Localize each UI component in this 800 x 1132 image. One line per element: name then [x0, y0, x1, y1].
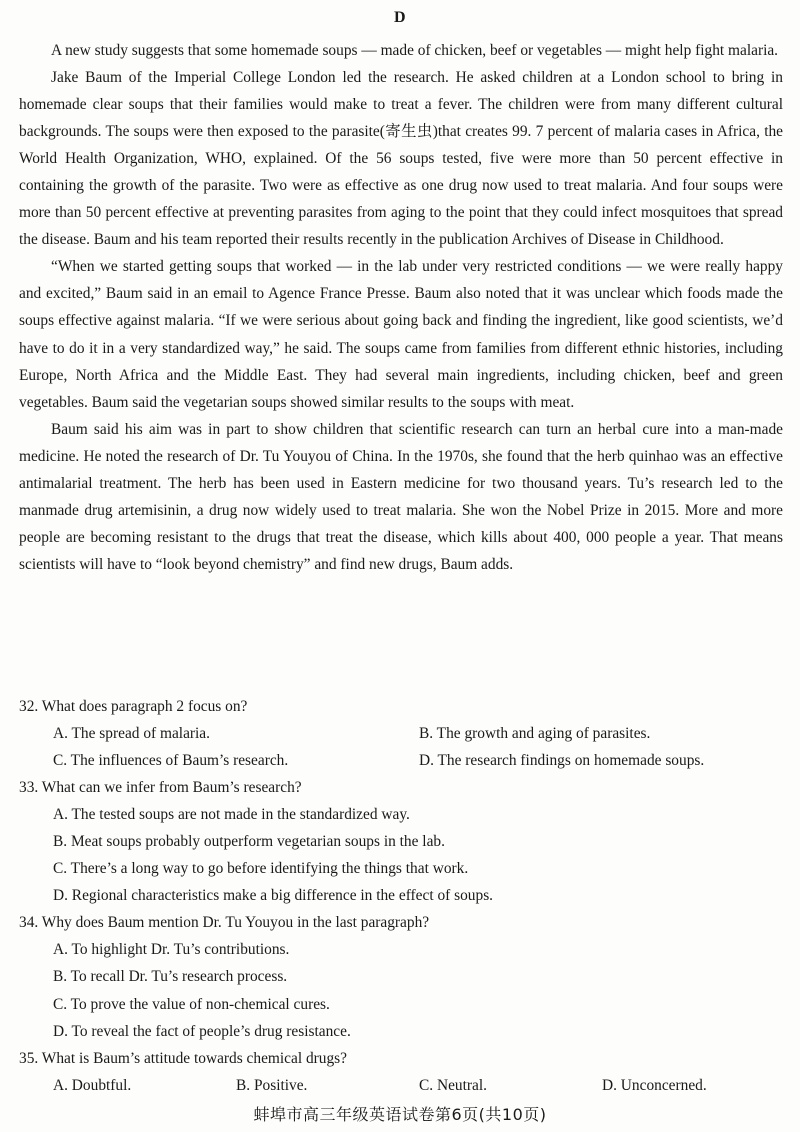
question-35: [19, 1045, 783, 1099]
option-d[interactable]: D. Unconcerned.: [602, 1076, 707, 1094]
option-c[interactable]: C. To prove the value of non-chemical cures.: [53, 995, 330, 1013]
option-row: [19, 1072, 783, 1099]
passage-label: D: [393, 9, 407, 26]
question-34: [19, 909, 783, 1044]
passage-paragraph: “When we started getting soups that worked — in the lab under very restricted conditions — we were really happy and excited,” Baum said in an email to Agence France Presse. Baum also noted that it was unclear which foods made the soups effective against malaria. “If we were serious about going back and finding the ingredient, like good scientists, we’d have to do it in a very standardized way,” he said. The soups came from families from different ethnic histories, including Europe, North Africa and the Middle East. They had several main ingredients, including chicken, beef and green vegetables. Baum said the vegetarian soups showed similar results to the soups with meat.: [19, 258, 783, 411]
option-c[interactable]: C. Neutral.: [419, 1076, 487, 1094]
question-list: [19, 693, 783, 1099]
option-a[interactable]: A. Doubtful.: [53, 1076, 132, 1094]
option-row: [19, 720, 783, 747]
option-c[interactable]: C. The influences of Baum’s research.: [53, 752, 289, 770]
option-b[interactable]: B. To recall Dr. Tu’s research process.: [53, 968, 288, 986]
question-32: [19, 693, 783, 774]
option-d[interactable]: D. The research findings on homemade soups.: [419, 752, 705, 770]
passage-paragraph: Baum said his aim was in part to show children that scientific research can turn an herbal cure into a man-made medicine. He noted the research of Dr. Tu Youyou of China. In the 1970s, she found that the herb quinhao was an effective antimalarial treatment. The herb has been used in Eastern medicine for two thousand years. Tu’s research led to the manmade drug artemisinin, a drug now widely used to treat malaria. She won the Nobel Prize in 2015. More and more people are becoming resistant to the drugs that treat the disease, which kills about 400, 000 people a year. That means scientists will have to “look beyond chemistry” and find new drugs, Baum adds.: [19, 420, 783, 573]
option-d[interactable]: D. To reveal the fact of people’s drug resistance.: [53, 1022, 351, 1040]
question-stem: 33. What can we infer from Baum’s research?: [19, 779, 302, 797]
option-c[interactable]: C. There’s a long way to go before identifying the things that work.: [53, 860, 469, 878]
option-a[interactable]: A. To highlight Dr. Tu’s contributions.: [53, 941, 290, 959]
question-stem: 35. What is Baum’s attitude towards chemical drugs?: [19, 1049, 347, 1067]
question-stem: 32. What does paragraph 2 focus on?: [19, 698, 248, 715]
passage-paragraph: A new study suggests that some homemade soups — made of chicken, beef or vegetables — might help fight malaria.: [51, 42, 779, 59]
option-b[interactable]: B. The growth and aging of parasites.: [419, 725, 651, 743]
page-footer: 蚌埠市高三年级英语试卷第6页(共10页): [253, 1105, 547, 1124]
option-row: [19, 747, 783, 774]
option-a[interactable]: A. The spread of malaria.: [53, 725, 210, 743]
question-stem: 34. Why does Baum mention Dr. Tu Youyou in the last paragraph?: [19, 914, 430, 932]
question-33: [19, 774, 783, 909]
option-b[interactable]: B. Meat soups probably outperform vegetarian soups in the lab.: [53, 833, 445, 851]
passage-paragraph: Jake Baum of the Imperial College London led the research. He asked children at a London school to bring in homemade clear soups that their families would make to treat a fever. The children were from many different cultural backgrounds. The soups were then exposed to the parasite(寄生虫)that creates 99. 7 percent of malaria cases in Africa, the World Health Organization, WHO, explained. Of the 56 soups tested, five were more than 50 percent effective in containing the growth of the parasite. Two were as effective as one drug now used to treat malaria. And four soups were more than 50 percent effective at preventing parasites from aging to the point that they could infect mosquitoes that spread the disease. Baum and his team reported their results recently in the publication Archives of Disease in Childhood.: [19, 69, 783, 249]
option-d[interactable]: D. Regional characteristics make a big difference in the effect of soups.: [53, 887, 494, 905]
option-a[interactable]: A. The tested soups are not made in the standardized way.: [53, 806, 410, 824]
passage-body: [19, 37, 783, 578]
option-b[interactable]: B. Positive.: [236, 1076, 308, 1094]
